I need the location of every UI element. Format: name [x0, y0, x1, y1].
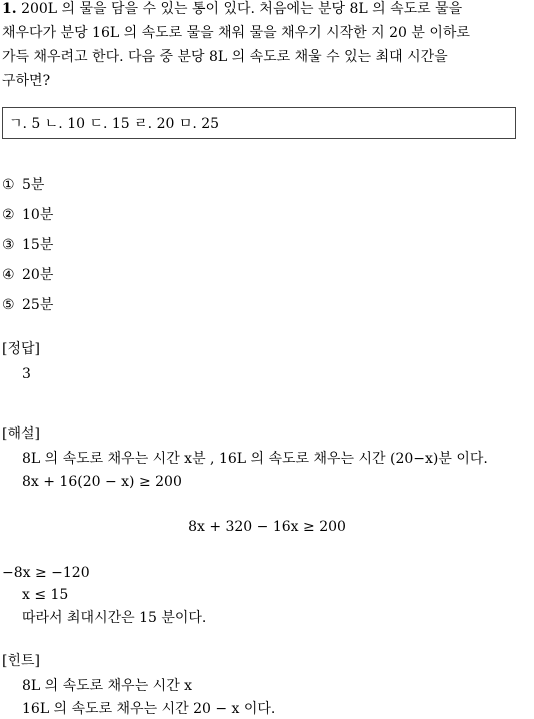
- solution-line-2: 8x + 16(20 − x) ≥ 200: [22, 474, 182, 490]
- question-number: 1.: [2, 1, 17, 17]
- hint-header: [힌트]: [2, 653, 40, 669]
- question-line-3: 가득 채우려고 한다. 다음 중 분당 8L 의 속도로 채울 수 있는 최대 시간을: [2, 49, 448, 65]
- choice-3-marker: ③: [2, 237, 15, 253]
- choice-4-marker: ④: [2, 267, 15, 283]
- choice-4-text: 20분: [22, 267, 54, 283]
- solution-line-6: 따라서 최대시간은 15 분이다.: [22, 610, 207, 626]
- choice-5-marker: ⑤: [2, 297, 15, 313]
- solution-header: [해설]: [2, 426, 40, 442]
- choice-2-text: 10분: [22, 207, 54, 223]
- solution-line-3: 8x + 320 − 16x ≥ 200: [188, 519, 346, 535]
- question-line-4: 구하면?: [2, 73, 51, 89]
- choice-5-text: 25분: [22, 297, 54, 313]
- answer-header: [정답]: [2, 341, 40, 357]
- options-box: [2, 107, 516, 139]
- choice-2[interactable]: [2, 206, 53, 224]
- choice-3[interactable]: [2, 236, 53, 254]
- question-line-2: 채우다가 분당 16L 의 속도로 물을 채워 물을 채우기 시작한 지 20 분 이하로: [2, 25, 470, 41]
- choice-1-marker: ①: [2, 177, 15, 193]
- solution-line-4: −8x ≥ −120: [2, 565, 90, 581]
- options-box-text: ㄱ. 5 ㄴ. 10 ㄷ. 15 ㄹ. 20 ㅁ. 25: [9, 116, 220, 132]
- choice-3-text: 15분: [22, 237, 54, 253]
- solution-line-5: x ≤ 15: [22, 587, 69, 603]
- question-text-1: 200L 의 물을 담을 수 있는 통이 있다. 처음에는 분당 8L 의 속도로 물을: [21, 1, 463, 17]
- hint-line-1: 8L 의 속도로 채우는 시간 x: [22, 678, 193, 694]
- answer-value: 3: [22, 366, 31, 382]
- choice-1-text: 5분: [22, 177, 45, 193]
- choice-4[interactable]: [2, 266, 53, 284]
- solution-line-1: 8L 의 속도로 채우는 시간 x분 , 16L 의 속도로 채우는 시간 (20−x)분 이다.: [22, 451, 488, 467]
- choice-5[interactable]: [2, 296, 53, 314]
- choice-1[interactable]: [2, 176, 44, 194]
- choice-2-marker: ②: [2, 207, 15, 223]
- hint-line-2: 16L 의 속도로 채우는 시간 20 − x 이다.: [22, 701, 276, 717]
- question-line-1: [2, 0, 462, 18]
